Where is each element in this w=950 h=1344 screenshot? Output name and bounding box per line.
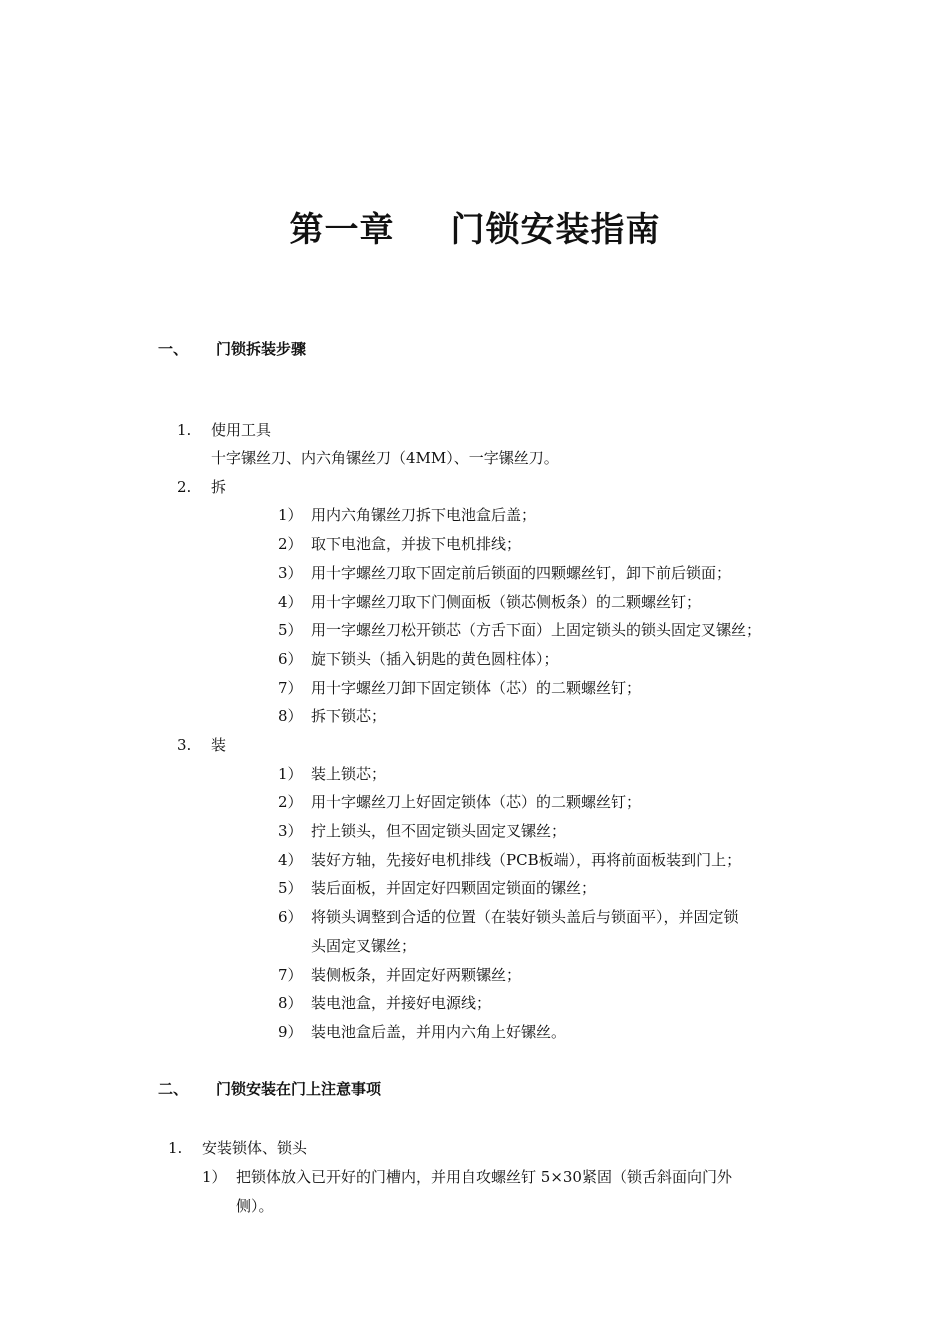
install-step-4-text: 装好方轴，先接好电机排线（PCB板端），再将前面板装到门上；	[311, 851, 742, 869]
remove-step-6-number: 6）	[278, 650, 303, 668]
remove-number: 2.	[177, 478, 192, 496]
remove-step-5-text: 用一字螺丝刀松开锁芯（方舌下面）上固定锁头的锁头固定叉镙丝；	[311, 621, 762, 639]
install-step-3-number: 3）	[278, 822, 303, 840]
install-step-1-number: 1）	[278, 765, 303, 783]
tools-label: 使用工具	[211, 421, 272, 439]
remove-step-2-number: 2）	[278, 535, 303, 553]
install-step-9-text: 装电池盒后盖，并用内六角上好镙丝。	[311, 1023, 567, 1041]
remove-step-4-number: 4）	[278, 593, 303, 611]
install-step-6-text: 将锁头调整到合适的位置（在装好锁头盖后与锁面平），并固定锁	[311, 908, 739, 926]
section-2-number: 二、	[158, 1080, 189, 1098]
install-label: 装	[211, 736, 227, 754]
remove-step-5-number: 5）	[278, 621, 303, 639]
section-2-title: 门锁安装在门上注意事项	[216, 1080, 382, 1098]
install-step-6-continuation: 头固定叉镙丝；	[311, 937, 417, 955]
chapter-number: 第一章	[289, 210, 395, 250]
install-step-8-number: 8）	[278, 994, 303, 1012]
install-step-2-text: 用十字螺丝刀上好固定锁体（芯）的二颗螺丝钉；	[311, 793, 642, 811]
remove-step-8-text: 拆下锁芯；	[311, 707, 387, 725]
chapter-title	[0, 208, 950, 252]
lockbody-step-1-number: 1）	[202, 1168, 227, 1186]
remove-step-7-number: 7）	[278, 679, 303, 697]
install-step-9-number: 9）	[278, 1023, 303, 1041]
remove-step-1-text: 用内六角镙丝刀拆下电池盒后盖；	[311, 506, 537, 524]
tools-description: 十字镙丝刀、内六角镙丝刀（4MM）、一字镙丝刀。	[211, 449, 559, 467]
remove-step-6-text: 旋下锁头（插入钥匙的黄色圆柱体）；	[311, 650, 559, 668]
lockbody-step-1-text: 把锁体放入已开好的门槽内，并用自攻螺丝钉 5×30紧固（锁舌斜面向门外	[236, 1168, 732, 1186]
section-1-number: 一、	[158, 340, 189, 358]
remove-step-7-text: 用十字螺丝刀卸下固定锁体（芯）的二颗螺丝钉；	[311, 679, 642, 697]
remove-label: 拆	[211, 478, 227, 496]
remove-step-4-text: 用十字螺丝刀取下门侧面板（锁芯侧板条）的二颗螺丝钉；	[311, 593, 702, 611]
install-step-2-number: 2）	[278, 793, 303, 811]
install-step-4-number: 4）	[278, 851, 303, 869]
lockbody-number: 1.	[168, 1139, 183, 1157]
chapter-name: 门锁安装指南	[450, 210, 661, 250]
remove-step-3-number: 3）	[278, 564, 303, 582]
install-step-7-text: 装侧板条，并固定好两颗镙丝；	[311, 966, 522, 984]
tools-number: 1.	[177, 421, 192, 439]
install-step-7-number: 7）	[278, 966, 303, 984]
lockbody-label: 安装锁体、锁头	[202, 1139, 308, 1157]
remove-step-2-text: 取下电池盒，并拔下电机排线；	[311, 535, 522, 553]
install-step-1-text: 装上锁芯；	[311, 765, 387, 783]
install-step-5-number: 5）	[278, 879, 303, 897]
install-step-5-text: 装后面板，并固定好四颗固定锁面的镙丝；	[311, 879, 597, 897]
lockbody-step-1-continuation: 侧）。	[236, 1197, 274, 1215]
remove-step-1-number: 1）	[278, 506, 303, 524]
install-step-8-text: 装电池盒，并接好电源线；	[311, 994, 492, 1012]
install-step-6-number: 6）	[278, 908, 303, 926]
install-step-3-text: 拧上锁头，但不固定锁头固定叉镙丝；	[311, 822, 567, 840]
remove-step-8-number: 8）	[278, 707, 303, 725]
section-1-title: 门锁拆装步骤	[216, 340, 307, 358]
remove-step-3-text: 用十字螺丝刀取下固定前后锁面的四颗螺丝钉，卸下前后锁面；	[311, 564, 732, 582]
install-number: 3.	[177, 736, 192, 754]
